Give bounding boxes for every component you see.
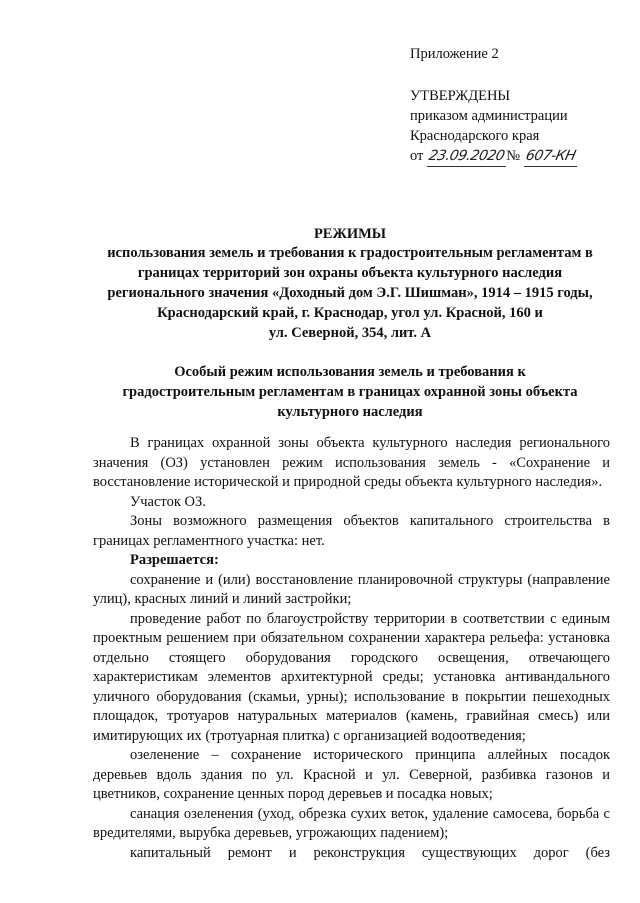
approval-line-2: Краснодарского края: [410, 128, 540, 144]
body-paragraph: В границах охранной зоны объекта культурного наследия регионального значения (ОЗ) установлен режим использования земель - «Сохранение и восстановление исторической и природной среды объекта культурного наследия».: [93, 435, 610, 490]
body-paragraph: санация озеленения (уход, обрезка сухих веток, удаление самосева, борьба с вредителями, вырубка деревьев, угрожающих падением);: [93, 805, 610, 841]
approval-label: УТВЕРЖДЕНЫ: [410, 88, 511, 104]
title-line: использования земель и требования к градостроительным регламентам в: [107, 245, 593, 261]
body-paragraph: проведение работ по благоустройству территории в соответствии с единым проектным решением при обязательном сохранении характера рельефа: установка отдельно стоящего оборудования городского освещения, отвечающего характеристикам элементов архитектурной среды; установка антивандального уличного оборудования (скамьи, урны); использование в покрытии пешеходных площадок, тротуаров натуральных материалов (камень, гравийная смесь) или имитирующих их (тротуарная плитка) с организацией водоотведения;: [93, 610, 610, 744]
date-underline: [427, 146, 506, 167]
number-underline: [524, 146, 577, 167]
approval-line-1: приказом администрации: [410, 108, 568, 124]
document-title: [60, 243, 640, 343]
handwritten-date: 23.09.2020: [427, 148, 506, 164]
from-prefix: от: [410, 148, 424, 164]
title-line: Краснодарский край, г. Краснодар, угол ул. Красной, 160 и: [157, 305, 543, 321]
body-paragraph: капитальный ремонт и реконструкция существующих дорог (без: [130, 844, 610, 861]
title-line: ул. Северной, 354, лит. А: [268, 325, 432, 341]
document-body: [93, 434, 610, 863]
document-heading: РЕЖИМЫ: [313, 226, 387, 242]
body-paragraph: сохранение и (или) восстановление планировочной структуры (направление улиц), красных линий и линий застройки;: [93, 571, 610, 607]
subtitle-line: градостроительным регламентам в границах охранной зоны объекта: [122, 384, 578, 400]
body-paragraph: Зоны возможного размещения объектов капитального строительства в границах регламентного участка: нет.: [93, 513, 610, 549]
number-sign: №: [506, 148, 521, 164]
section-subtitle: [60, 362, 640, 422]
handwritten-number: 607-КН: [523, 148, 577, 164]
allowed-heading: Разрешается:: [130, 552, 219, 568]
subtitle-line: Особый режим использования земель и требования к: [174, 364, 526, 380]
title-line: границах территорий зон охраны объекта культурного наследия: [137, 265, 563, 281]
approval-date-line: [410, 146, 577, 167]
approval-block: [410, 44, 577, 167]
appendix-label: Приложение 2: [410, 46, 499, 62]
subtitle-line: культурного наследия: [277, 404, 423, 420]
body-paragraph: озеленение – сохранение исторического принципа аллейных посадок деревьев вдоль здания по ул. Красной и ул. Северной, разбивка газонов и цветников, сохранение ценных пород деревьев и посадка новых;: [93, 747, 610, 802]
body-paragraph: Участок ОЗ.: [130, 493, 206, 510]
title-line: регионального значения «Доходный дом Э.Г. Шишман», 1914 – 1915 годы,: [107, 285, 593, 301]
